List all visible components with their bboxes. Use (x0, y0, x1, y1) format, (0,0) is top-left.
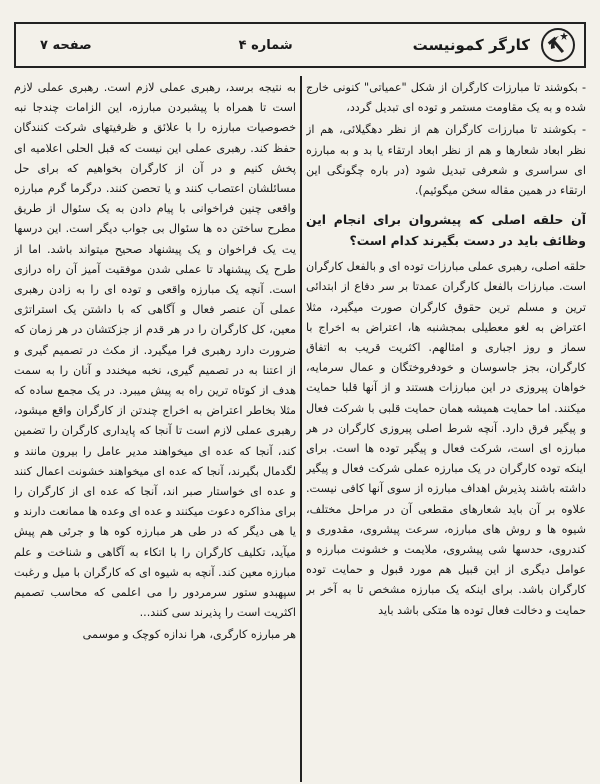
body-paragraph: حلقه اصلی، رهبری عملی مبارزات توده ای و بالفعل کارگران است. مبارزات بالفعل کارگران عمدتا بر سر دفاع از ابتدائی ترین و مسلم ترین حقوق کارگران صورت میگیرد، مثلا اعتراض به لغو معطیلی بمجشنبه ها، اعتراض به اخراج با سماز و روز اجباری و امثالهم. اکثریت قریب به اتفاق کارگران، بجز جاسوسان و خودفروختگان و عمال سرمایه، خواهان پیروزی در این مبارزات هستند و از آنها قلبا حمایت میکنند. اما حمایت همیشه همان حمایت قلبی با شرکت فعال و پیگیر فرق دارد. آنچه شرط اصلی پیروزی کارگران در هر مبارزه ای است، شرکت فعال و پیگیر توده ها است. برای اینکه توده کارگران در یک مبارزه عملی شرکت فعال و پیگیر داشته باشند پذیرش اهداف مبارزه از سوی آنها کافی نیست. علاوه بر آن باید شعارهای مقطعی آن در مراحل مختلف، شیوه ها و روش های مبارزه، سرعت پیشروی، مقدوری و کندروی، حدسها شی پیشروی، ملایمت و خشونت مبارزه و عوامل دیگری از این قبیل هم مورد قبول و حمایت توده کارگران باشد. برای اینکه یک مبارزه مشخص تا به آخر بر حمایت و دخالت فعال توده ها متکی باشد باید (306, 260, 586, 617)
intro-item: - بکوشند تا مبارزات کارگران هم از نظر دهگیلائی، هم از نظر ابعاد شعارها و هم از نظر ابعاد ارتقاء یا بد و به مبارزه ای سراسری و شعرفی تبدیل شود (در باره چگونگی این ارتقاء در همین مقاله سخن میگوئیم). (306, 123, 586, 198)
page-number: صفحه ۷ (40, 37, 92, 53)
masthead-title: کارگر کمونیست (412, 36, 530, 54)
hammer-sickle-star-icon (538, 25, 578, 65)
page-header (14, 22, 586, 68)
section-heading: آن حلقه اصلی که پیشروان برای انجام این وظائف باید در دست بگیرند کدام است؟ (306, 212, 586, 249)
intro-item: - بکوشند تا مبارزات کارگران از شکل "عمیاتی" کنونی خارج شده و به یک مقاومت مستمر و توده ای تبدیل گردد، (306, 81, 586, 115)
left-column (14, 78, 296, 778)
last-line: هر مبارزه کارگری، هرا ندازه کوچک و موسمی (82, 628, 296, 642)
right-column (306, 78, 586, 778)
body-paragraph: به نتیجه برسد، رهبری عملی لازم است. رهبری عملی لازم است تا همراه با پیشبردن مبارزه، این الزامات چندجا نبه خصوصیات مبارزه را با علائق و ظرفیتهای شرکت کنندگان حفظ کند. رهبری عملی این نیست که قبل الحلی اعلامیه ای پخش کنیم و در آن از کارگران بخواهیم که برای حل مسائلشان اعتصاب کنند و یا تحصن کنند. درگرما گرم مبارزه واقعی چنین فراخوانی با پیام دادن به یک سئوال از طریق مطرح ساختن ده ها سئوال بی جواب دیگر است. این درسها یت یک فراخوان و یک پیشنهاد صحیح میتواند باشد. اما از طرح یک پیشنهاد تا عملی شدن موفقیت آمیز آن راه درازی است. آنچه یک مبارزه واقعی و توده ای را به زادن رهبری عملی آن عنصر فعال و آگاهی که با داشتن یک استراتژی معین، کل کارگران را در هر قدم از جزکتشان در هر زمان که ضرورت دارد رهبری فرا میگیرد. از مکث در تصمیم گیری و از اعتنا به در تصمیم گیری، نخبه میخندد و آنان را به سمت هدف از کوتاه ترین راه به پیش میبرد. در یک مجمع ساده که مثلا بخاطر اعتراض به اخراج چندتن از کارگران واقع میشود، رهبری عملی لازم است تا آنجا که پایداری کارگران را تضمین کند، آنجا که عده ای میخواهند مدیر عامل را بیرون مانند و لگدمال بگیرند، آنجا که عده ای میخواهند خشونت اعمال کنند و عده ای خواستار صبر اند، آنجا که عده ای از کارگران را برای مذاکره دعوت میکنند و عده ای وعده ها ممانعت دارند و یا هی دیگر که در طی هر مبارزه کوه ها و جرئی هم پیش میآید، تکلیف کارگران را با اتکاء به آگاهی و شناخت و علم مبارزه معین کند. آنچه به شیوه ای که کارگران با میل و رغبت سپهبدو ستور سرمردور را می اعلمی که محاسب تصمیم اکثریت است را پذیرند سی کنند... (14, 81, 296, 620)
column-divider (300, 76, 302, 782)
issue-number: شماره ۴ (238, 37, 293, 53)
